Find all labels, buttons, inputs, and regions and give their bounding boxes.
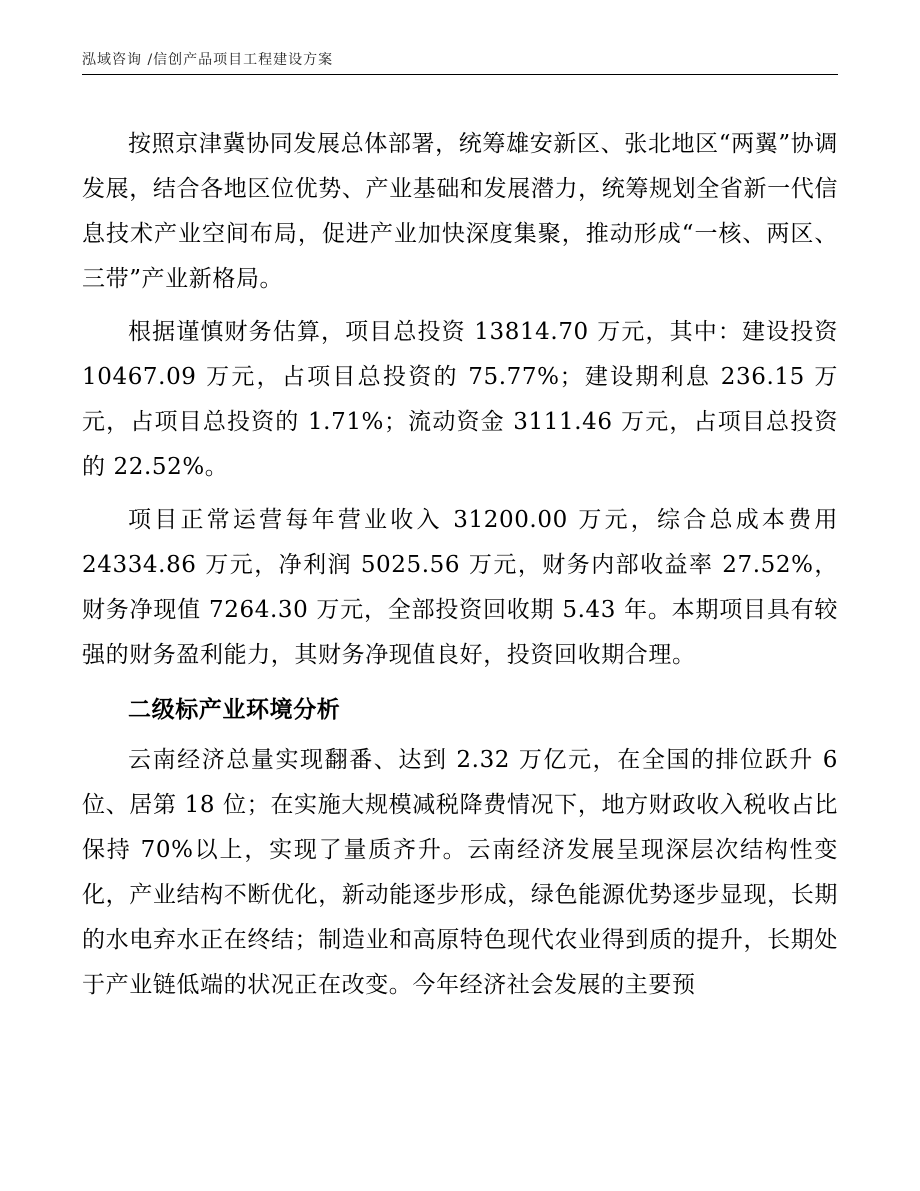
paragraph-investment-estimate: 根据谨慎财务估算，项目总投资 13814.70 万元，其中：建设投资 10467.09 万元，占项目总投资的 75.77%；建设期利息 236.15 万元，占项目总投资的 1.71%；流动资金 3111.46 万元，占项目总投资的 22.52%。 bbox=[82, 319, 838, 480]
paragraph-development-layout: 按照京津冀协同发展总体部署，统筹雄安新区、张北地区“两翼”协调发展，结合各地区位优势、产业基础和发展潜力，统筹规划全省新一代信息技术产业空间布局，促进产业加快深度集聚，推动形成“一核、两区、三带”产业新格局。 bbox=[82, 131, 838, 292]
document-body bbox=[82, 122, 838, 1008]
header-rule bbox=[82, 74, 838, 75]
section-heading: 二级标产业环境分析 bbox=[128, 697, 341, 723]
running-header: 泓域咨询 /信创产品项目工程建设方案 bbox=[82, 52, 334, 68]
paragraph-yunnan-economy: 云南经济总量实现翻番、达到 2.32 万亿元，在全国的排位跃升 6 位、居第 18 位；在实施大规模减税降费情况下，地方财政收入税收占比保持 70%以上，实现了量质齐升。云南经济发展呈现深层次结构性变化，产业结构不断优化，新动能逐步形成，绿色能源优势逐步显现，长期的水电弃水正在终结；制造业和高原特色现代农业得到质的提升，长期处于产业链低端的状况正在改变。今年经济社会发展的主要预 bbox=[82, 747, 838, 998]
paragraph-financial-returns: 项目正常运营每年营业收入 31200.00 万元，综合总成本费用 24334.86 万元，净利润 5025.56 万元，财务内部收益率 27.52%，财务净现值 7264.30 万元，全部投资回收期 5.43 年。本期项目具有较强的财务盈利能力，其财务净现值良好，投资回收期合理。 bbox=[82, 507, 838, 668]
